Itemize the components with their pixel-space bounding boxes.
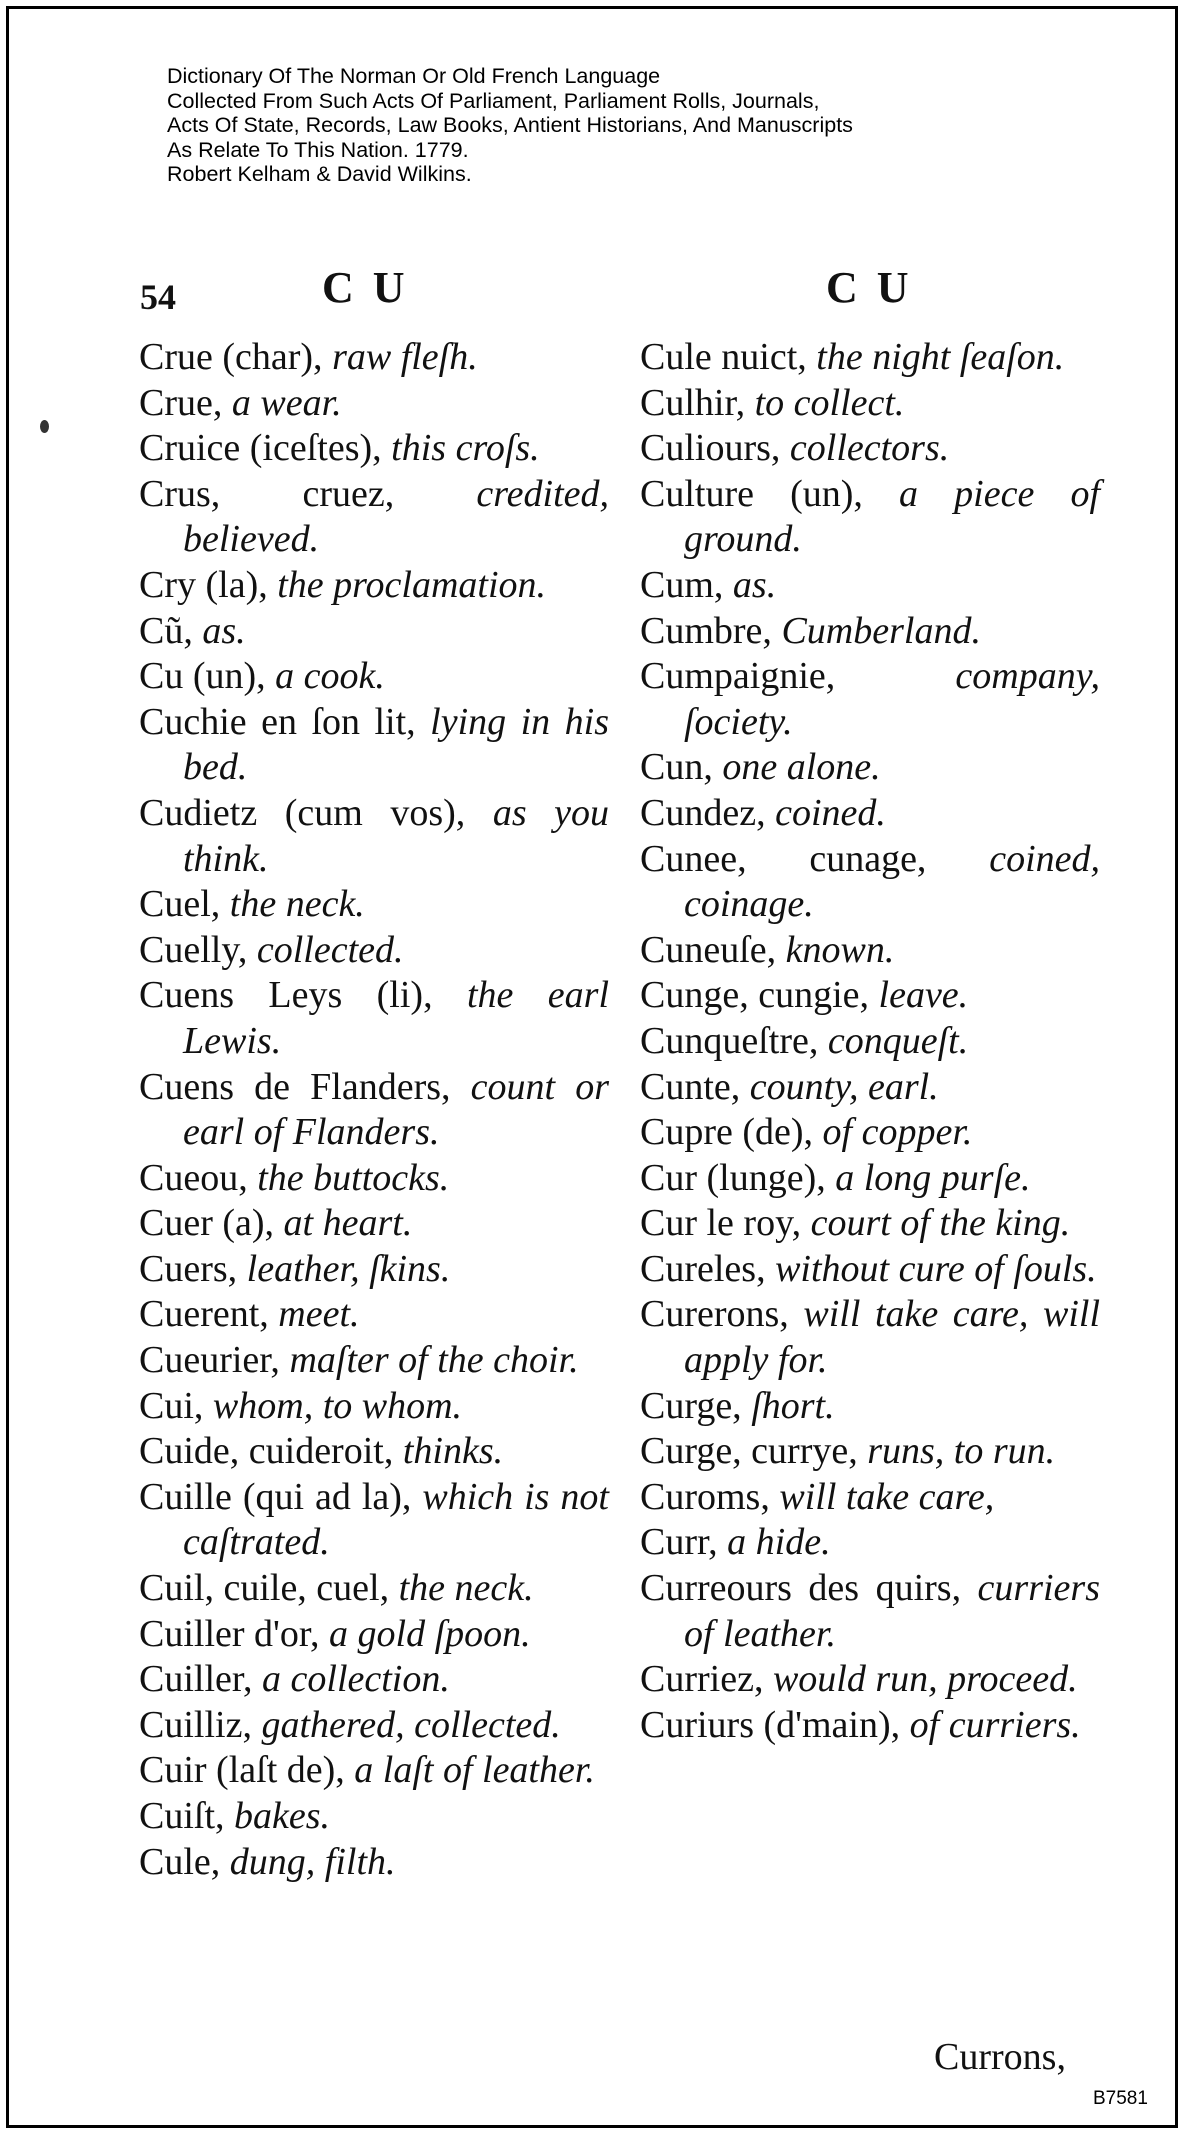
- entry-definition: known.: [785, 928, 895, 971]
- dictionary-entry: [139, 1292, 609, 1338]
- dictionary-entry: [139, 654, 609, 700]
- entry-definition: a wear.: [231, 381, 342, 424]
- entry-headword: Cry (la),: [139, 563, 278, 606]
- entry-definition: thinks.: [402, 1430, 504, 1473]
- entry-headword: Curge,: [640, 1384, 752, 1427]
- entry-headword: Cui,: [139, 1384, 213, 1427]
- entry-definition: a hide.: [727, 1521, 831, 1564]
- dictionary-entry: [640, 1657, 1100, 1703]
- entry-headword: Cuneuſe,: [640, 928, 786, 971]
- dictionary-entry: [139, 1429, 609, 1475]
- entry-definition: collected.: [256, 928, 404, 971]
- entry-definition: leave.: [878, 974, 969, 1017]
- entry-headword: Cuelly,: [139, 928, 257, 971]
- entry-headword: Cundez,: [640, 791, 776, 834]
- entry-definition: a gold ſpoon.: [329, 1612, 531, 1655]
- ink-speck: [40, 420, 49, 433]
- entry-headword: Cuel,: [139, 883, 230, 926]
- entry-definition: one alone.: [722, 746, 881, 789]
- entry-headword: Curge, currye,: [640, 1430, 868, 1473]
- dictionary-entry: [640, 837, 1100, 928]
- entry-definition: the proclamation.: [277, 563, 547, 606]
- caption-line: Collected From Such Acts Of Parliament, Parliament Rolls, Journals,: [167, 88, 820, 113]
- entry-definition: a collection.: [262, 1658, 450, 1701]
- entry-definition: this croſs.: [391, 427, 540, 470]
- dictionary-entry: [640, 654, 1100, 745]
- entry-definition: without cure of ſouls.: [775, 1247, 1097, 1290]
- dictionary-entry: [640, 381, 1100, 427]
- dictionary-entry: [640, 1110, 1100, 1156]
- entry-definition: a piece of ground.: [684, 472, 1101, 561]
- entry-definition: the earl Lewis.: [183, 974, 609, 1062]
- entry-definition: conqueſt.: [827, 1019, 969, 1062]
- entry-headword: Cureles,: [640, 1247, 776, 1290]
- dictionary-entry: [640, 563, 1100, 609]
- entry-definition: gathered, collected.: [261, 1703, 561, 1746]
- dictionary-entry: [640, 928, 1100, 974]
- entry-headword: Cunee, cunage,: [640, 837, 990, 880]
- entry-headword: Cuil, cuile, cuel,: [139, 1567, 399, 1610]
- entry-headword: Curriez,: [640, 1658, 773, 1701]
- entry-definition: court of the king.: [810, 1202, 1071, 1245]
- entry-definition: would run, proceed.: [772, 1658, 1078, 1701]
- entry-headword: Cuens Leys (li),: [139, 974, 467, 1017]
- entry-definition: credited, believed.: [183, 472, 609, 561]
- entry-definition: the night ſeaſon.: [816, 336, 1065, 378]
- left-running-head: C U: [322, 263, 409, 312]
- entry-definition: maſter of the choir.: [289, 1339, 579, 1382]
- entry-headword: Cuilliz,: [139, 1703, 262, 1746]
- dictionary-entry: [640, 1429, 1100, 1475]
- entry-definition: as.: [732, 563, 777, 606]
- dictionary-entry: [640, 1384, 1100, 1430]
- dictionary-entry: [139, 472, 609, 563]
- dictionary-entry: [640, 472, 1100, 563]
- entry-definition: of curriers.: [909, 1703, 1081, 1746]
- entry-definition: collectors.: [789, 427, 950, 470]
- dictionary-entry: [139, 700, 609, 791]
- entry-headword: Cumbre,: [640, 609, 782, 652]
- dictionary-entry: [139, 1338, 609, 1384]
- dictionary-entry: [139, 609, 609, 655]
- entry-headword: Cuchie en ſon lit,: [139, 700, 431, 743]
- entry-definition: at heart.: [283, 1202, 413, 1245]
- dictionary-entry: [640, 1065, 1100, 1111]
- dictionary-entry: [139, 563, 609, 609]
- entry-definition: as.: [202, 609, 246, 652]
- entry-headword: Curr,: [640, 1521, 728, 1564]
- dictionary-entry: [139, 928, 609, 974]
- entry-definition: will take care,: [779, 1475, 995, 1518]
- dictionary-entry: [139, 1156, 609, 1202]
- entry-headword: Curiurs (d'main),: [640, 1703, 910, 1746]
- caption-line: Robert Kelham & David Wilkins.: [167, 162, 472, 186]
- dictionary-entry: [139, 426, 609, 472]
- entry-headword: Cu (un),: [139, 655, 276, 698]
- entry-definition: which is not caſtrated.: [183, 1475, 609, 1564]
- entry-definition: dung, filth.: [229, 1840, 396, 1883]
- entry-headword: Cur (lunge),: [640, 1156, 836, 1199]
- entry-headword: Cunte,: [640, 1065, 750, 1108]
- dictionary-entry: [139, 973, 609, 1064]
- entry-definition: of copper.: [822, 1111, 973, 1154]
- entry-headword: Cunge, cungie,: [640, 974, 879, 1017]
- dictionary-entry: [640, 1703, 1100, 1749]
- dictionary-entry: [139, 1065, 609, 1156]
- dictionary-entry: [139, 1703, 609, 1749]
- dictionary-entry: [139, 1201, 609, 1247]
- entry-headword: Cruice (iceſtes),: [139, 427, 392, 470]
- dictionary-entry: [139, 882, 609, 928]
- entry-definition: as you think.: [183, 791, 609, 880]
- entry-headword: Cupre (de),: [640, 1111, 823, 1154]
- entry-headword: Cuide, cuideroit,: [139, 1430, 403, 1473]
- entry-definition: to collect.: [754, 381, 905, 424]
- entry-headword: Crus, cruez,: [139, 472, 477, 515]
- entry-headword: Curerons,: [640, 1293, 804, 1336]
- entry-definition: the neck.: [398, 1567, 534, 1610]
- entry-headword: Cueou,: [139, 1156, 258, 1199]
- entry-definition: whom, to whom.: [212, 1384, 463, 1427]
- dictionary-entry: [139, 1384, 609, 1430]
- dictionary-entry: [640, 1292, 1100, 1383]
- dictionary-entry: [640, 426, 1100, 472]
- dictionary-entry: [640, 1019, 1100, 1065]
- entry-definition: company, ſociety.: [684, 655, 1100, 743]
- caption-line: Dictionary Of The Norman Or Old French Language: [167, 64, 661, 88]
- left-column: [139, 335, 609, 1885]
- entry-headword: Cudietz (cum vos),: [139, 791, 493, 834]
- entry-definition: raw fleſh.: [332, 336, 478, 378]
- entry-definition: runs, to run.: [867, 1430, 1056, 1473]
- page-number: 54: [140, 277, 176, 317]
- caption-line: Acts Of State, Records, Law Books, Antient Historians, And Manuscripts: [167, 113, 853, 137]
- entry-headword: Cuerent,: [139, 1293, 279, 1336]
- entry-definition: a cook.: [275, 655, 385, 698]
- entry-headword: Cum,: [640, 563, 733, 606]
- entry-headword: Culhir,: [640, 381, 755, 424]
- entry-definition: the buttocks.: [257, 1156, 450, 1199]
- dictionary-entry: [139, 1612, 609, 1658]
- dictionary-entry: [139, 381, 609, 427]
- entry-headword: Cur le roy,: [640, 1202, 811, 1245]
- dictionary-entry: [139, 791, 609, 882]
- entry-headword: Crue (char),: [139, 336, 333, 378]
- entry-definition: curriers of leather.: [684, 1567, 1100, 1655]
- entry-definition: count or earl of Flanders.: [183, 1065, 610, 1154]
- dictionary-entry: [640, 1475, 1100, 1521]
- entry-headword: Cuers,: [139, 1247, 247, 1290]
- dictionary-entry: [139, 1794, 609, 1840]
- dictionary-entry: [640, 745, 1100, 791]
- entry-headword: Cuille (qui ad la),: [139, 1475, 423, 1518]
- entry-definition: leather, ſkins.: [246, 1247, 451, 1290]
- dictionary-entry: [640, 1156, 1100, 1202]
- entry-definition: coined, coinage.: [684, 837, 1100, 926]
- scan-caption: [167, 64, 1067, 187]
- entry-headword: Cuiſt,: [139, 1795, 235, 1837]
- dictionary-entry: [640, 1566, 1100, 1657]
- entry-headword: Curoms,: [640, 1475, 780, 1518]
- dictionary-entry: [139, 335, 609, 381]
- entry-definition: bakes.: [234, 1795, 331, 1837]
- entry-definition: lying in his bed.: [183, 700, 609, 789]
- entry-headword: Cuiller,: [139, 1658, 263, 1701]
- dictionary-entry: [640, 1201, 1100, 1247]
- entry-definition: county, earl.: [749, 1065, 939, 1108]
- dictionary-entry: [139, 1748, 609, 1794]
- dictionary-entry: [640, 1520, 1100, 1566]
- entry-definition: a long purſe.: [835, 1156, 1031, 1199]
- entry-headword: Cun,: [640, 746, 723, 789]
- entry-headword: Cuir (laſt de),: [139, 1749, 355, 1792]
- caption-line: As Relate To This Nation. 1779.: [167, 137, 469, 162]
- entry-headword: Cumpaignie,: [640, 655, 956, 698]
- entry-headword: Cule nuict,: [640, 336, 817, 378]
- entry-headword: Cule,: [139, 1840, 230, 1883]
- dictionary-entry: [139, 1247, 609, 1293]
- entry-headword: Culture (un),: [640, 472, 900, 515]
- right-column: [640, 335, 1100, 1748]
- dictionary-entry: [139, 1566, 609, 1612]
- entry-definition: ſhort.: [751, 1384, 835, 1427]
- entry-definition: coined.: [775, 791, 886, 834]
- dictionary-entry: [640, 1247, 1100, 1293]
- dictionary-entry: [640, 609, 1100, 655]
- dictionary-entry: [139, 1475, 609, 1566]
- dictionary-entry: [640, 973, 1100, 1019]
- entry-headword: Curreours des quirs,: [640, 1567, 978, 1610]
- entry-definition: the neck.: [229, 883, 365, 926]
- entry-definition: Cumberland.: [781, 609, 981, 652]
- scan-code: B7581: [1093, 2088, 1148, 2109]
- entry-headword: Cuiller d'or,: [139, 1612, 330, 1655]
- right-running-head: C U: [826, 263, 913, 312]
- entry-headword: Cuer (a),: [139, 1202, 284, 1245]
- entry-headword: Cũ,: [139, 609, 203, 652]
- dictionary-entry: [640, 335, 1100, 381]
- entry-headword: Crue,: [139, 381, 232, 424]
- entry-definition: will take care, will apply for.: [684, 1293, 1100, 1382]
- entry-headword: Cunqueſtre,: [640, 1019, 828, 1062]
- entry-definition: a laſt of leather.: [354, 1749, 595, 1792]
- dictionary-entry: [640, 791, 1100, 837]
- entry-definition: meet.: [278, 1293, 360, 1336]
- catchword: Currons,: [934, 2036, 1066, 2078]
- entry-headword: Cuens de Flanders,: [139, 1065, 471, 1108]
- dictionary-entry: [139, 1657, 609, 1703]
- dictionary-entry: [139, 1840, 609, 1886]
- entry-headword: Culiours,: [640, 427, 790, 470]
- entry-headword: Cueurier,: [139, 1339, 290, 1382]
